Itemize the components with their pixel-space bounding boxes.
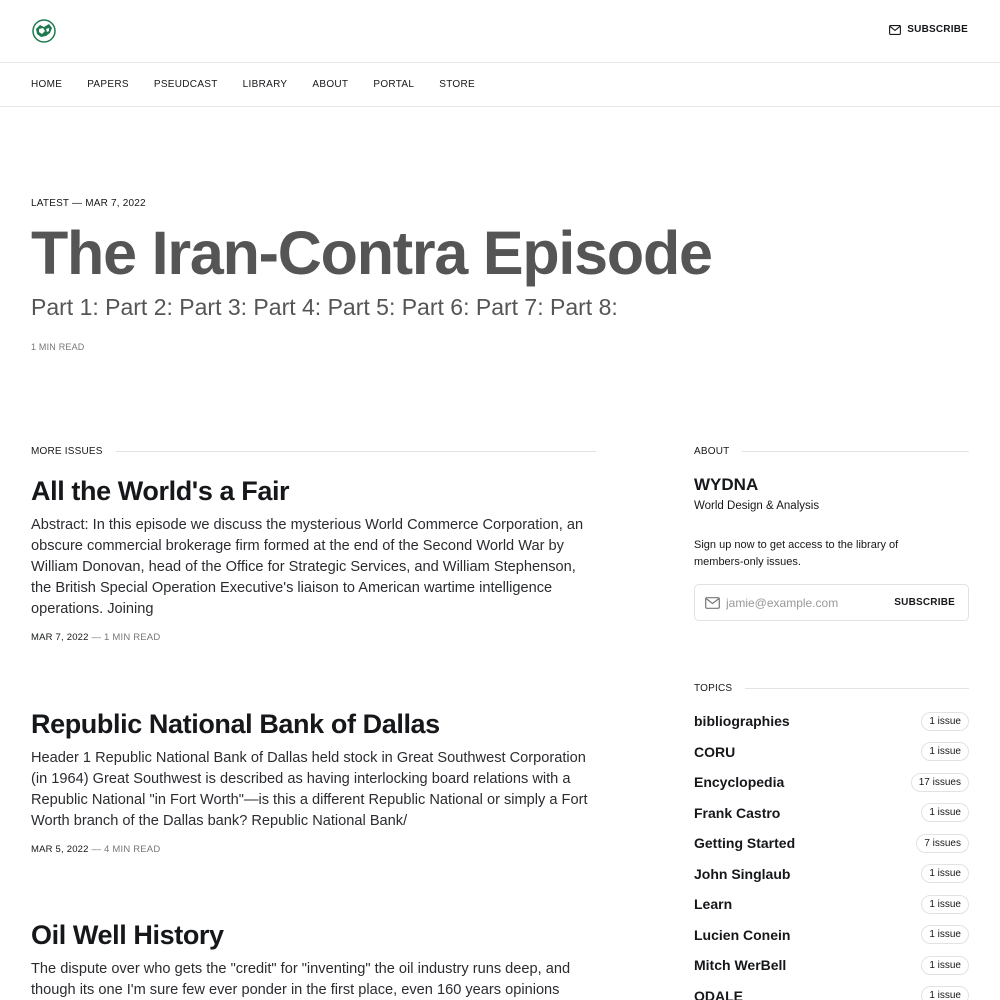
site-name: WYDNA: [694, 475, 759, 494]
signup-description: Sign up now to get access to the library of members-only issues.: [694, 539, 899, 568]
topic-item[interactable]: [694, 706, 969, 737]
signup-form: [694, 584, 969, 621]
post-date: MAR 5, 2022: [31, 844, 89, 855]
topic-count-badge: 7 issues: [916, 834, 969, 853]
topic-item[interactable]: [694, 798, 969, 829]
topic-count-badge: 1 issue: [921, 956, 969, 975]
post-title[interactable]: Republic National Bank of Dallas: [31, 709, 440, 739]
hero-excerpt[interactable]: Part 1: Part 2: Part 3: Part 4: Part 5: Part 6: Part 7: Part 8:: [31, 294, 618, 320]
topic-item[interactable]: [694, 828, 969, 859]
topic-name: CORU: [694, 743, 736, 760]
divider: [116, 451, 596, 452]
topic-item[interactable]: [694, 981, 969, 1000]
topic-count-badge: 1 issue: [921, 864, 969, 883]
topic-count-badge: 17 issues: [911, 773, 969, 792]
hero-meta: LATEST — MAR 7, 2022: [31, 198, 146, 209]
site-tagline: World Design & Analysis: [694, 500, 820, 512]
nav-papers[interactable]: PAPERS: [87, 79, 129, 90]
topic-count-badge: 1 issue: [921, 742, 969, 761]
topic-name: Lucien Conein: [694, 926, 791, 943]
topic-name: ODALE: [694, 987, 743, 1000]
topics-label: TOPICS: [694, 683, 733, 694]
topic-name: Getting Started: [694, 835, 796, 852]
topic-item[interactable]: [694, 859, 969, 890]
nav-portal[interactable]: PORTAL: [373, 79, 415, 90]
topic-count-badge: 1 issue: [921, 986, 969, 1000]
hero-read-time: 1 MIN READ: [31, 342, 85, 352]
nav-about[interactable]: ABOUT: [312, 79, 349, 90]
signup-subscribe-button[interactable]: SUBSCRIBE: [894, 597, 955, 608]
header-subscribe-label: SUBSCRIBE: [907, 24, 968, 35]
divider: [745, 688, 969, 689]
topic-count-badge: 1 issue: [921, 895, 969, 914]
nav-library[interactable]: LIBRARY: [242, 79, 288, 90]
header-subscribe-button[interactable]: [889, 24, 968, 35]
topic-name: Frank Castro: [694, 804, 781, 821]
nav-store[interactable]: STORE: [439, 79, 476, 90]
topic-name: Mitch WerBell: [694, 957, 787, 974]
post-title[interactable]: Oil Well History: [31, 920, 224, 950]
post-read-time: — 1 MIN READ: [91, 632, 161, 643]
post-excerpt[interactable]: Header 1 Republic National Bank of Dallas held stock in Great Southwest Corporation (in 1964) Great Southwest is described as having interlocking board relations with a Republic National "in Fort Worth"—is this a different Republic National or simply a Fort Worth branch of the Dallas bank? Republic National Bank/: [31, 750, 588, 829]
topic-name: Learn: [694, 896, 733, 913]
post-card: [31, 476, 596, 643]
envelope-icon: [705, 597, 720, 609]
topic-count-badge: 1 issue: [921, 712, 969, 731]
post-title[interactable]: All the World's a Fair: [31, 476, 290, 506]
topic-item[interactable]: [694, 889, 969, 920]
site-logo-icon[interactable]: [32, 19, 56, 43]
topic-item[interactable]: [694, 920, 969, 951]
post-excerpt[interactable]: Abstract: In this episode we discuss the mysterious World Commerce Corporation, an obscure commercial brokerage firm formed at the end of the Second World War by William Donovan, head of the Office for Strategic Services, and William Stephenson, the British Special Operation Executive's liaison to American wartime intelligence operations. Joining: [31, 517, 584, 617]
more-issues-label: MORE ISSUES: [31, 446, 103, 457]
post-excerpt[interactable]: The dispute over who gets the "credit" for "inventing" the oil industry runs deep, and though its one I'm sure few ever ponder in the first place, even 160 years opinions: [31, 961, 571, 998]
about-heading: [694, 446, 969, 457]
nav-home[interactable]: HOME: [31, 79, 63, 90]
post-date: MAR 7, 2022: [31, 632, 89, 643]
email-input[interactable]: [726, 596, 886, 610]
topic-name: bibliographies: [694, 713, 790, 730]
topic-item[interactable]: [694, 737, 969, 768]
hero-title[interactable]: The Iran-Contra Episode: [31, 219, 712, 287]
envelope-icon: [889, 25, 901, 35]
topic-count-badge: 1 issue: [921, 803, 969, 822]
topic-item[interactable]: [694, 767, 969, 798]
more-issues-heading: [31, 446, 596, 457]
post-meta: [31, 844, 596, 855]
site-header: [0, 0, 1000, 63]
topic-count-badge: 1 issue: [921, 925, 969, 944]
divider: [742, 451, 969, 452]
topic-name: John Singlaub: [694, 865, 791, 882]
nav-pseudcast[interactable]: PSEUDCAST: [153, 79, 218, 90]
post-read-time: — 4 MIN READ: [91, 844, 161, 855]
main-nav: [0, 63, 1000, 107]
post-card: [31, 709, 596, 855]
topic-item[interactable]: [694, 950, 969, 981]
topics-heading: [694, 683, 969, 694]
about-label: ABOUT: [694, 446, 730, 457]
topic-name: Encyclopedia: [694, 774, 785, 791]
post-card: [31, 920, 596, 1000]
post-meta: [31, 632, 596, 643]
topics-list: [694, 706, 969, 1000]
